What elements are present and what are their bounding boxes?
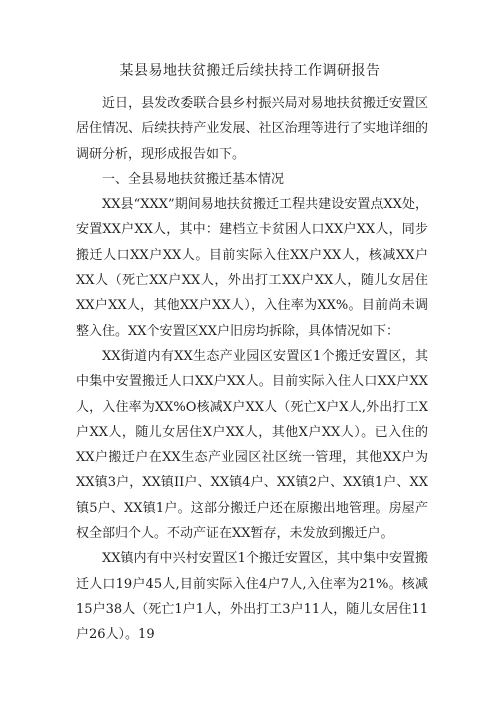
town-paragraph: XX镇内有中兴村安置区1个搬迁安置区，其中集中安置搬迁人口19户45人,目前实际入住4户7人,入住率为21%。核减15户38人（死亡1户1人，外出打工3户11人，随儿女居住11户26人）。19 bbox=[76, 551, 428, 643]
intro-paragraph: 近日，县发改委联合县乡村振兴局对易地扶贫搬迁安置区居住情况、后续扶持产业发展、社区治理等进行了实地详细的调研分析，现形成报告如下。 bbox=[76, 96, 428, 162]
section-heading: 一、全县易地扶贫搬迁基本情况 bbox=[102, 171, 285, 187]
subdistrict-paragraph: XX街道内有XX生态产业园区安置区1个搬迁安置区，其中集中安置搬迁人口XX户XX人。目前实际入住人口XX户XX人，入住率为XX%O核减X户XX人（死亡X户X人,外出打工X户XX人，随儿女居住X户XX人，其他X户XX人）。已入住的XX户搬迁户在XX生态产业园区社区统一管理，其他XX户为XX镇3户，XX镇II户、XX镇4户、XX镇2户、XX镇1户、XX镇5户、XX镇1户。这部分搬迁户还在原搬出地管理。房屋产权全部归个人。不动产证在XX暂存，未发放到搬迁户。 bbox=[76, 348, 428, 542]
overview-paragraph: XX县“XXX”期间易地扶贫搬迁工程共建设安置点XX处，安置XX户XX人，其中：建档立卡贫困人口XX户XX人，同步搬迁人口XX户XX人。目前实际入住XX户XX人，核减XX户XX人（死亡XX户XX人，外出打工XX户XX人，随儿女居住XX户XX人，其他XX户XX人），入住率为XX%。目前尚未调整入住。XX个安置区XX户旧房均拆除，具体情况如下： bbox=[76, 197, 428, 339]
document-body bbox=[76, 91, 428, 648]
document-title: 某县易地扶贫搬迁后续扶持工作调研报告 bbox=[119, 63, 381, 79]
